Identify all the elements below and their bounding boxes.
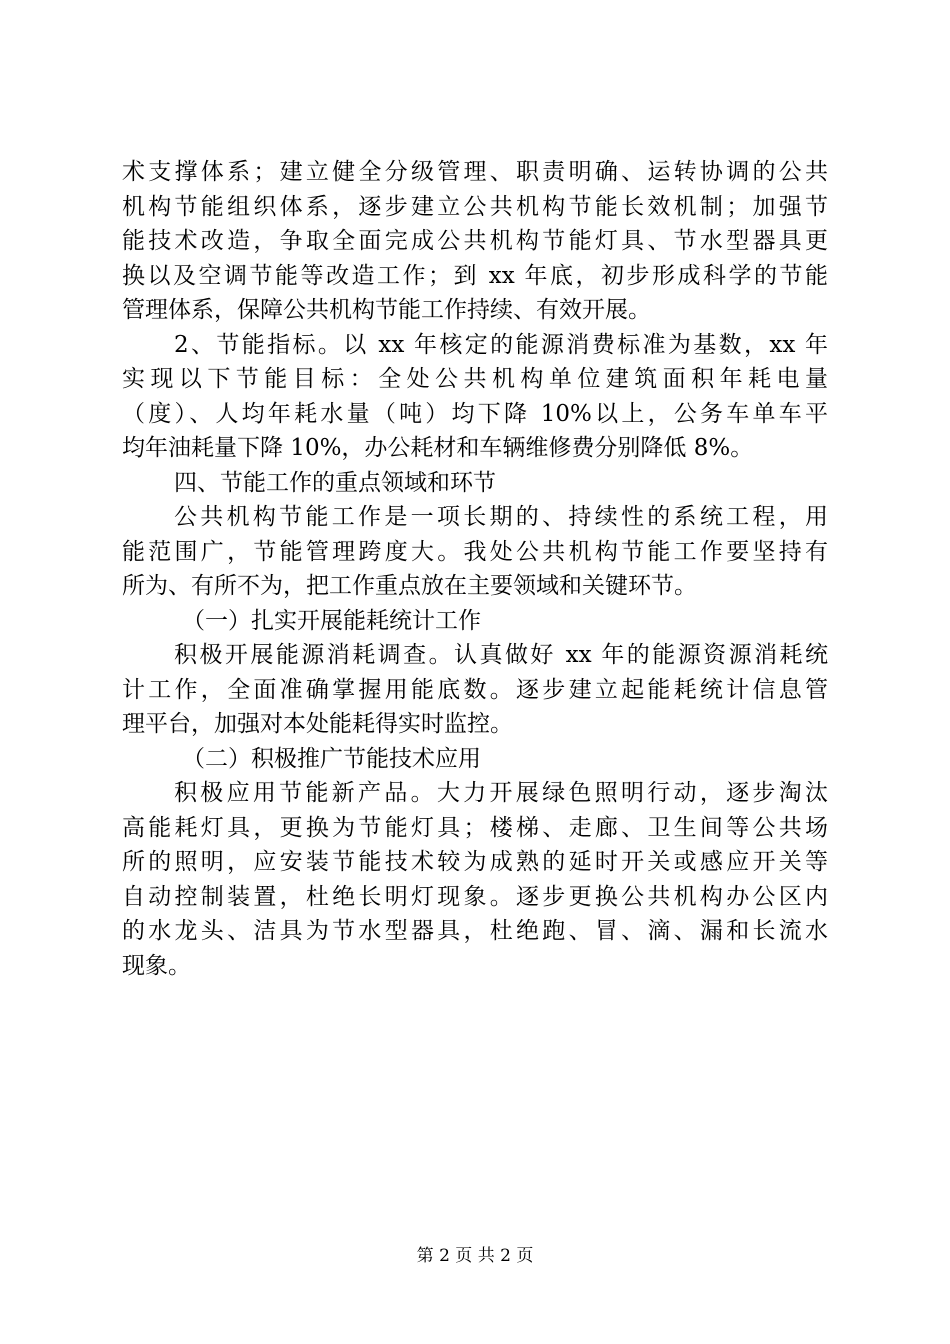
text-line: 高能耗灯具，更换为节能灯具；楼梯、走廊、卫生间等公共场 — [122, 814, 828, 841]
text-line: 理平台，加强对本处能耗得实时监控。 — [122, 711, 513, 737]
text-line: 实现以下节能目标：全处公共机构单位建筑面积年耗电量 — [122, 366, 828, 392]
text-line: 现象。 — [122, 952, 191, 979]
text-line: 自动控制装置，杜绝长明灯现象。逐步更换公共机构办公区内 — [122, 883, 828, 910]
text-line: 术支撑体系；建立健全分级管理、职责明确、运转协调的公共 — [122, 159, 828, 185]
text-line: 管理体系，保障公共机构节能工作持续、有效开展。 — [122, 297, 651, 323]
text-line: （一）扎实开展能耗统计工作 — [182, 607, 481, 634]
text-line: （度）、人均年耗水量（吨）均下降 10%以上，公务车单车平 — [122, 400, 828, 427]
text-line: 2、节能指标。以 xx 年核定的能源消费标准为基数，xx 年 — [174, 331, 828, 358]
text-line: 所的照明，应安装节能技术较为成熟的延时开关或感应开关等 — [122, 849, 828, 875]
text-line: 所为、有所不为，把工作重点放在主要领域和关键环节。 — [122, 573, 697, 599]
text-line: 积极开展能源消耗调查。认真做好 xx 年的能源资源消耗统 — [174, 642, 828, 668]
document-body — [122, 155, 828, 983]
text-line: 的水龙头、洁具为节水型器具，杜绝跑、冒、滴、漏和长流水 — [122, 918, 828, 944]
text-line: 积极应用节能新产品。大力开展绿色照明行动，逐步淘汰 — [174, 780, 828, 806]
text-line: （二）积极推广节能技术应用 — [182, 745, 481, 772]
text-line: 能技术改造，争取全面完成公共机构节能灯具、节水型器具更 — [122, 228, 828, 254]
text-line: 机构节能组织体系，逐步建立公共机构节能长效机制；加强节 — [122, 193, 828, 220]
text-line: 计工作，全面准确掌握用能底数。逐步建立起能耗统计信息管 — [122, 676, 828, 703]
text-line: 均年油耗量下降 10%，办公耗材和车辆维修费分别降低 8%。 — [122, 435, 754, 461]
text-line: 四、节能工作的重点领域和环节 — [174, 469, 496, 496]
text-line: 公共机构节能工作是一项长期的、持续性的系统工程，用 — [174, 504, 828, 530]
page-footer: 第 2 页 共 2 页 — [416, 1246, 534, 1266]
text-line: 能范围广，节能管理跨度大。我处公共机构节能工作要坚持有 — [122, 538, 828, 565]
text-line: 换以及空调节能等改造工作；到 xx 年底，初步形成科学的节能 — [122, 262, 828, 289]
